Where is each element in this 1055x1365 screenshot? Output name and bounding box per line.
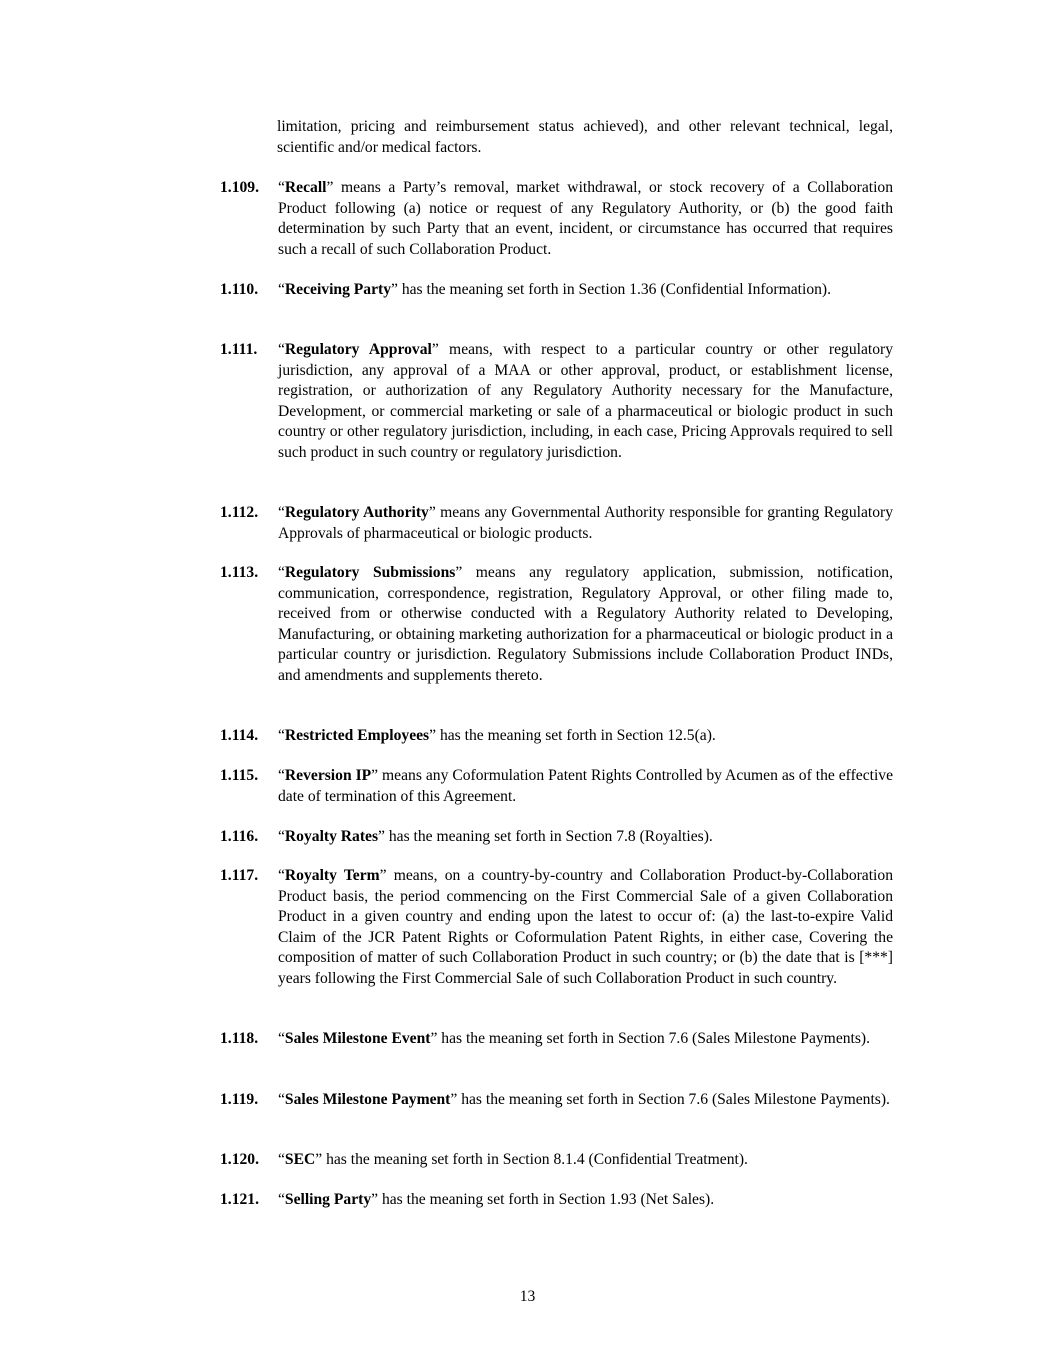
- continuation-paragraph: limitation, pricing and reimbursement status achieved), and other relevant technical, legal, scientific and/or medical factors.: [277, 118, 893, 156]
- page-number: 13: [519, 1288, 536, 1305]
- definition-text: means any regulatory application, submission, notification, communication, correspondence, registration, Regulatory Approval, or other filing made to, received from or otherwise conducted with a Regulatory Authority related to Developing, Manufacturing, or obtaining marketing authorization for a pharmaceutical or biologic product in a particular country or jurisdiction. Regulatory Submissions include Collaboration Product INDs, and amendments and supplements thereto.: [278, 564, 893, 684]
- definition-text: has the meaning set forth in Section 7.6 (Sales Milestone Payments).: [437, 1030, 871, 1047]
- definition-text: has the meaning set forth in Section 7.6 (Sales Milestone Payments).: [457, 1091, 890, 1108]
- definition-1-117: [220, 866, 893, 990]
- definition-body: “Regulatory Submissions” means any regulatory application, submission, notification, communication, correspondence, registration, Regulatory Approval, or other filing made to, received from or otherwise conducted with a Regulatory Authority related to Developing, Manufacturing, or obtaining marketing authorization for a pharmaceutical or biologic product in a particular country or jurisdiction. Regulatory Submissions include Collaboration Product INDs, and amendments and supplements thereto.: [278, 564, 893, 684]
- definition-1-115: [220, 766, 893, 807]
- definition-text: has the meaning set forth in Section 8.1.4 (Confidential Treatment).: [322, 1151, 748, 1168]
- definition-number: 1.118.: [220, 1030, 259, 1047]
- definition-1-109: [220, 178, 893, 260]
- definition-1-118: [220, 1029, 893, 1050]
- defined-term: Reversion IP: [284, 767, 372, 784]
- definition-text: means a Party’s removal, market withdrawal, or stock recovery of a Collaboration Product following (a) notice or request of any Regulatory Authority, or (b) the good faith determination by such Party that an event, incident, or circumstance has occurred that requires such a recall of such Collaboration Product.: [278, 179, 893, 258]
- definition-number: 1.112.: [220, 504, 259, 521]
- definition-number: 1.120.: [220, 1151, 259, 1168]
- definition-body: “Regulatory Approval” means, with respect to a particular country or other regulatory jurisdiction, any approval of a MAA or other approval, product, or establishment license, registration, or authorization of any Regulatory Authority necessary for the Manufacture, Development, or commercial marketing or sale of a pharmaceutical or biologic product in such country or other regulatory jurisdiction, including, in each case, Pricing Approvals required to sell such product in such country or regulatory jurisdiction.: [278, 341, 893, 461]
- definition-body: “Selling Party” has the meaning set forth in Section 1.93 (Net Sales).: [278, 1191, 715, 1208]
- definition-number: 1.114.: [220, 727, 259, 744]
- definition-text: means, with respect to a particular country or other regulatory jurisdiction, any approval of a MAA or other approval, product, or establishment license, registration, or authorization of any Regulatory Authority necessary for the Manufacture, Development, or commercial marketing or sale of a pharmaceutical or biologic product in such country or other regulatory jurisdiction, including, in each case, Pricing Approvals required to sell such product in such country or regulatory jurisdiction.: [278, 341, 893, 461]
- definition-text: has the meaning set forth in Section 7.8 (Royalties).: [384, 828, 713, 845]
- definition-number: 1.121.: [220, 1191, 259, 1208]
- defined-term: Regulatory Approval: [284, 341, 432, 358]
- definition-number: 1.109.: [220, 179, 259, 196]
- definition-number: 1.115.: [220, 767, 259, 784]
- definition-number: 1.117.: [220, 867, 259, 884]
- definition-text: has the meaning set forth in Section 12.5(a).: [436, 727, 716, 744]
- definition-body: “Restricted Employees” has the meaning set forth in Section 12.5(a).: [278, 727, 716, 744]
- definition-1-116: [220, 827, 893, 848]
- definition-number: 1.116.: [220, 828, 259, 845]
- definition-body: “Reversion IP” means any Coformulation Patent Rights Controlled by Acumen as of the effective date of termination of this Agreement.: [278, 767, 893, 805]
- definition-number: 1.113.: [220, 564, 259, 581]
- definition-text: means any Coformulation Patent Rights Controlled by Acumen as of the effective date of termination of this Agreement.: [278, 767, 893, 805]
- defined-term: Receiving Party: [284, 281, 392, 298]
- definition-body: “Recall” means a Party’s removal, market withdrawal, or stock recovery of a Collaboration Product following (a) notice or request of any Regulatory Authority, or (b) the good faith determination by such Party that an event, incident, or circumstance has occurred that requires such a recall of such Collaboration Product.: [278, 179, 893, 258]
- definition-1-120: [220, 1150, 893, 1171]
- definition-1-119: [220, 1090, 893, 1111]
- definition-1-112: [220, 503, 893, 544]
- defined-term: Royalty Term: [284, 867, 380, 884]
- definition-text: means, on a country-by-country and Collaboration Product-by-Collaboration Product basis, the period commencing on the First Commercial Sale of a given Collaboration Product in a given country and ending upon the latest to occur of: (a) the last-to-expire Valid Claim of the JCR Patent Rights or Coformulation Patent Rights, in either case, Covering the composition of matter of such Collaboration Product in such country; or (b) the date that is [***] years following the First Commercial Sale of such Collaboration Product in such country.: [278, 867, 893, 987]
- defined-term: Selling Party: [284, 1191, 372, 1208]
- definition-1-114: [220, 726, 893, 747]
- definition-1-113: [220, 563, 893, 687]
- definition-1-110: [220, 280, 893, 301]
- definition-body: “SEC” has the meaning set forth in Section 8.1.4 (Confidential Treatment).: [278, 1151, 748, 1168]
- definition-number: 1.119.: [220, 1091, 259, 1108]
- defined-term: Regulatory Authority: [284, 504, 429, 521]
- definition-body: “Receiving Party” has the meaning set forth in Section 1.36 (Confidential Information).: [278, 281, 831, 298]
- defined-term: SEC: [284, 1151, 316, 1168]
- defined-term: Regulatory Submissions: [284, 564, 456, 581]
- definition-body: “Regulatory Authority” means any Governmental Authority responsible for granting Regulatory Approvals of pharmaceutical or biologic products.: [278, 504, 893, 542]
- definition-body: “Royalty Rates” has the meaning set forth in Section 7.8 (Royalties).: [278, 828, 713, 845]
- defined-term: Sales Milestone Event: [284, 1030, 431, 1047]
- definition-1-121: [220, 1190, 893, 1211]
- defined-term: Sales Milestone Payment: [284, 1091, 451, 1108]
- definition-text: has the meaning set forth in Section 1.36 (Confidential Information).: [397, 281, 831, 298]
- defined-term: Recall: [284, 179, 327, 196]
- definition-text: means any Governmental Authority responsible for granting Regulatory Approvals of pharmaceutical or biologic products.: [278, 504, 893, 542]
- definition-1-111: [220, 340, 893, 464]
- definition-body: “Royalty Term” means, on a country-by-country and Collaboration Product-by-Collaboration Product basis, the period commencing on the First Commercial Sale of a given Collaboration Product in a given country and ending upon the latest to occur of: (a) the last-to-expire Valid Claim of the JCR Patent Rights or Coformulation Patent Rights, in either case, Covering the composition of matter of such Collaboration Product in such country; or (b) the date that is [***] years following the First Commercial Sale of such Collaboration Product in such country.: [278, 867, 893, 987]
- definition-body: “Sales Milestone Event” has the meaning set forth in Section 7.6 (Sales Milestone Payments).: [278, 1030, 871, 1047]
- definition-body: “Sales Milestone Payment” has the meaning set forth in Section 7.6 (Sales Milestone Payments).: [278, 1091, 890, 1108]
- definition-number: 1.111.: [220, 341, 258, 358]
- defined-term: Restricted Employees: [284, 727, 430, 744]
- definition-number: 1.110.: [220, 281, 259, 298]
- defined-term: Royalty Rates: [284, 828, 379, 845]
- definition-text: has the meaning set forth in Section 1.93 (Net Sales).: [378, 1191, 715, 1208]
